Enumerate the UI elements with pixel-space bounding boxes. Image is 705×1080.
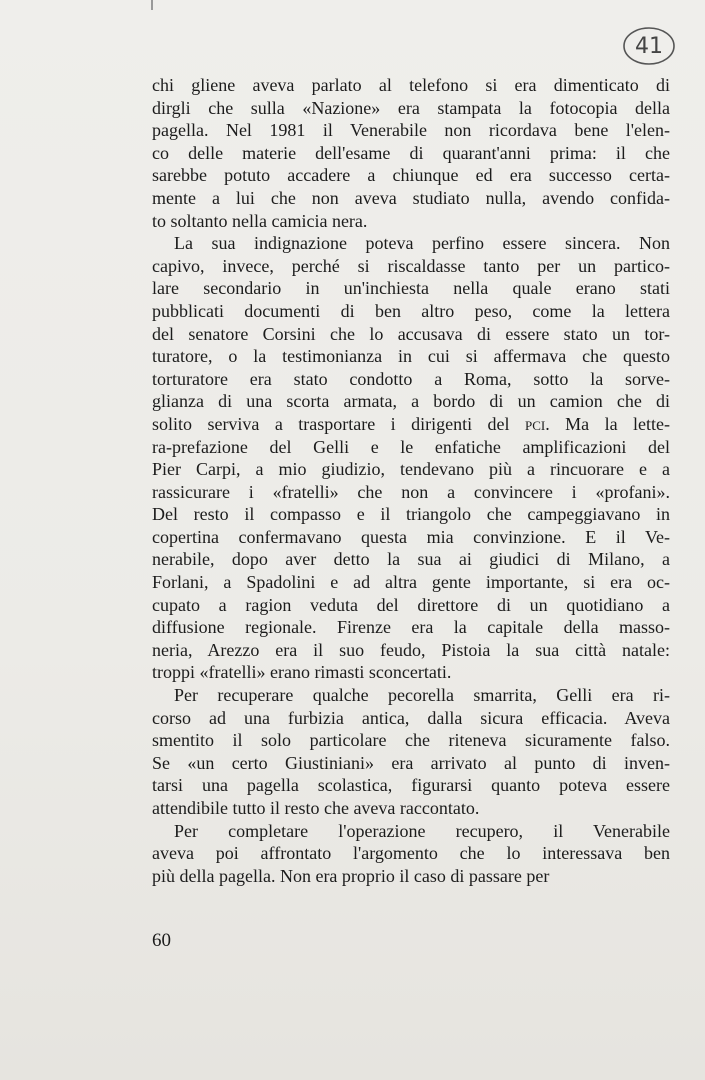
text-line: smentito il solo particolare che riteneva sicuramente falso. [152,730,670,751]
text-line: troppi «fratelli» erano rimasti sconcertati. [152,662,452,683]
text-line: rassicurare i «fratelli» che non a convincere i «profani». [152,481,670,502]
text-line: to soltanto nella camicia nera. [152,210,368,231]
text-line: Per completare l'operazione recupero, il Venerabile [174,820,670,841]
text-line: copertina confermavano questa mia convinzione. E il Ve- [152,526,670,547]
text-line: aveva poi affrontato l'argomento che lo interessava ben [152,843,670,864]
text-line: cupato a ragion veduta del direttore di un quotidiano a [152,594,670,615]
text-line: Se «un certo Giustiniani» era arrivato al punto di inven- [152,752,670,773]
text-line: pubblicati documenti di ben altro peso, come la lettera [152,300,670,321]
text-line: nerabile, dopo aver detto la sua ai giudici di Milano, a [152,549,670,570]
paragraph [152,820,670,888]
text-line: solito serviva a trasportare i dirigenti del pci. Ma la lette- [152,413,670,434]
text-line: sarebbe potuto accadere a chiunque ed era successo certa- [152,165,670,186]
acronym: pci [524,413,546,434]
text-line: Del resto il compasso e il triangolo che campeggiavano in [152,504,670,525]
text-line: glianza di una scorta armata, a bordo di un camion che di [152,391,670,412]
text-line: ra-prefazione del Gelli e le enfatiche amplificazioni del [152,436,670,457]
text-line: capivo, invece, perché si riscaldasse tanto per un partico- [152,255,670,276]
text-line: del senatore Corsini che lo accusava di essere stato un tor- [152,323,670,344]
handwritten-page-annotation [620,24,678,68]
page-number: 60 [152,930,171,951]
text-line: attendibile tutto il resto che aveva raccontato. [152,798,480,818]
text-line: co delle materie dell'esame di quarant'anni prima: il che [152,142,670,163]
paragraph [152,74,670,232]
text-line: Pier Carpi, a mio giudizio, tendevano più a rincuorare e a [152,459,670,480]
scan-mark [151,0,153,10]
text-line: turatore, o la testimonianza in cui si affermava che questo [152,346,670,367]
body-text [152,74,670,887]
text-line: chi gliene aveva parlato al telefono si era dimenticato di [152,75,670,95]
text-line: tarsi una pagella scolastica, figurarsi quanto poteva essere [152,775,670,796]
paragraph [152,684,670,820]
text-line: pagella. Nel 1981 il Venerabile non ricordava bene l'elen- [152,120,670,141]
text-line: dirgli che sulla «Nazione» era stampata la fotocopia della [152,97,670,118]
text-line: neria, Arezzo era il suo feudo, Pistoia la sua città natale: [152,639,670,660]
text-line: torturatore era stato condotto a Roma, sotto la sorve- [152,368,670,389]
text-line: Per recuperare qualche pecorella smarrita, Gelli era ri- [174,685,670,706]
text-line: Forlani, a Spadolini e ad altra gente importante, si era oc- [152,572,670,593]
text-line: lare secondario in un'inchiesta nella quale erano stati [152,278,670,299]
text-line: mente a lui che non aveva studiato nulla, avendo confida- [152,187,670,208]
text-line: diffusione regionale. Firenze era la capitale della masso- [152,617,670,638]
paragraph [152,232,670,684]
text-line: La sua indignazione poteva perfino essere sincera. Non [174,233,670,254]
text-line: più della pagella. Non era proprio il caso di passare per [152,865,550,886]
annotation-number: 41 [635,33,663,59]
text-line: corso ad una furbizia antica, dalla sicura efficacia. Aveva [152,707,670,728]
